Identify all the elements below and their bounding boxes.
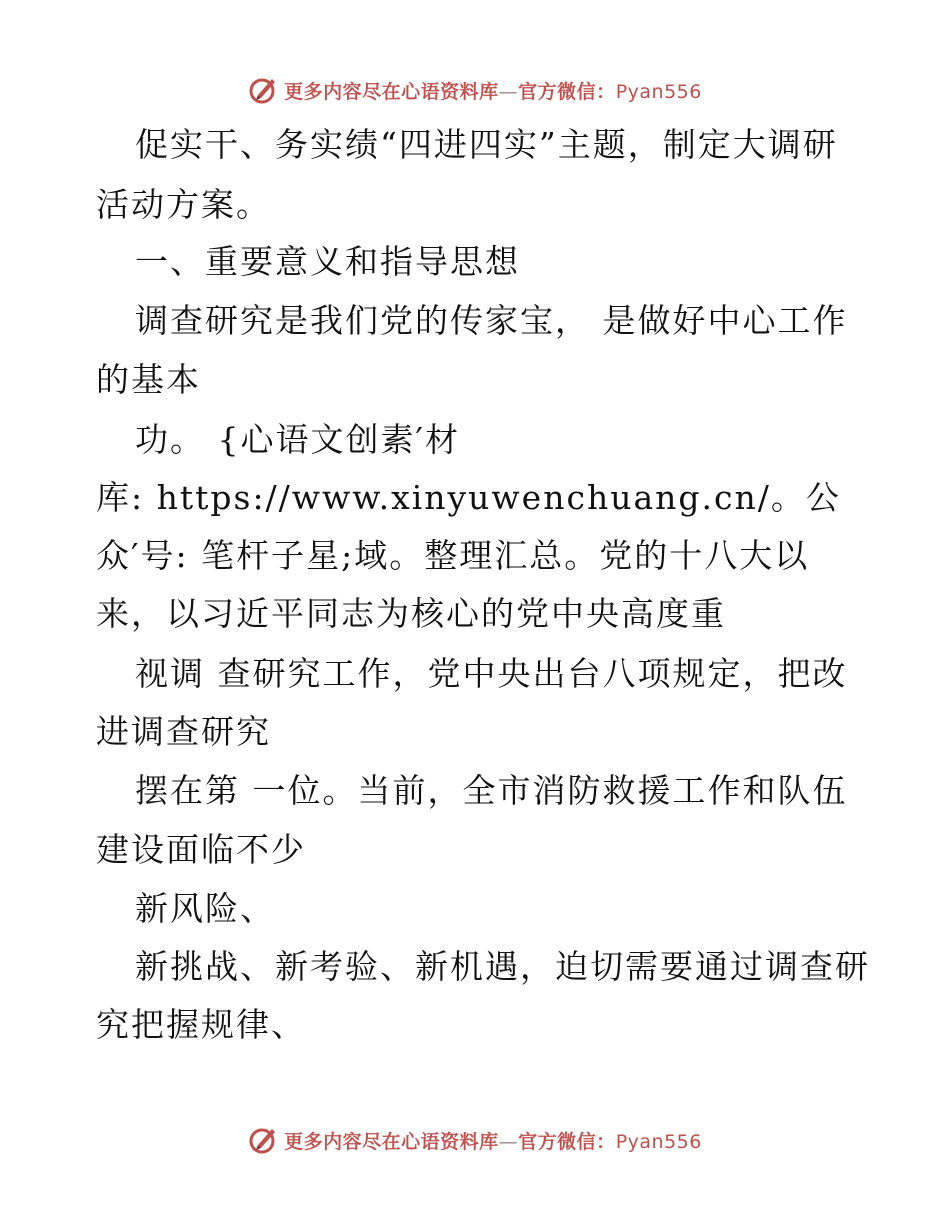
text-line: 摆在第 一位。当前，全市消防救援工作和队伍 (135, 771, 848, 810)
text-line: 新挑战、新考验、新机遇，迫切需要通过调查研 (135, 947, 870, 986)
text-line: 新风险、 (135, 889, 275, 928)
text-line: 来，以习近平同志为核心的党中央高度重 (96, 594, 726, 633)
text-line: 的基本 (96, 360, 201, 399)
section-heading: 一、重要意义和指导思想 (135, 242, 520, 281)
text-line: 促实干、务实绩“四进四实”主题，制定大调研 (135, 125, 838, 164)
text-line: 究把握规律、 (96, 1005, 306, 1044)
text-line: 众′号: 笔杆子星;域。整理汇总。党的十八大以 (96, 536, 810, 575)
pen-logo-icon (248, 1125, 278, 1155)
text-line: 库: https://www.xinyuwenchuang.cn/。公 (96, 478, 841, 517)
banner-text: 更多内容尽在心语资料库—官方微信：Pyan556 (284, 1130, 702, 1153)
text-line: 建设面临不少 (96, 830, 306, 869)
text-line: 视调 查研究工作，党中央出台八项规定，把改 (135, 654, 848, 693)
text-line: 活动方案。 (96, 185, 271, 224)
banner-text: 更多内容尽在心语资料库—官方微信：Pyan556 (284, 80, 702, 103)
header-banner (0, 70, 950, 110)
text-line: 功。 {心语文创素′材 (135, 420, 460, 459)
text-line: 进调查研究 (96, 712, 271, 751)
footer-banner (0, 1120, 950, 1160)
pen-logo-icon (248, 75, 278, 105)
text-line: 调查研究是我们党的传家宝， 是做好中心工作 (135, 301, 848, 340)
